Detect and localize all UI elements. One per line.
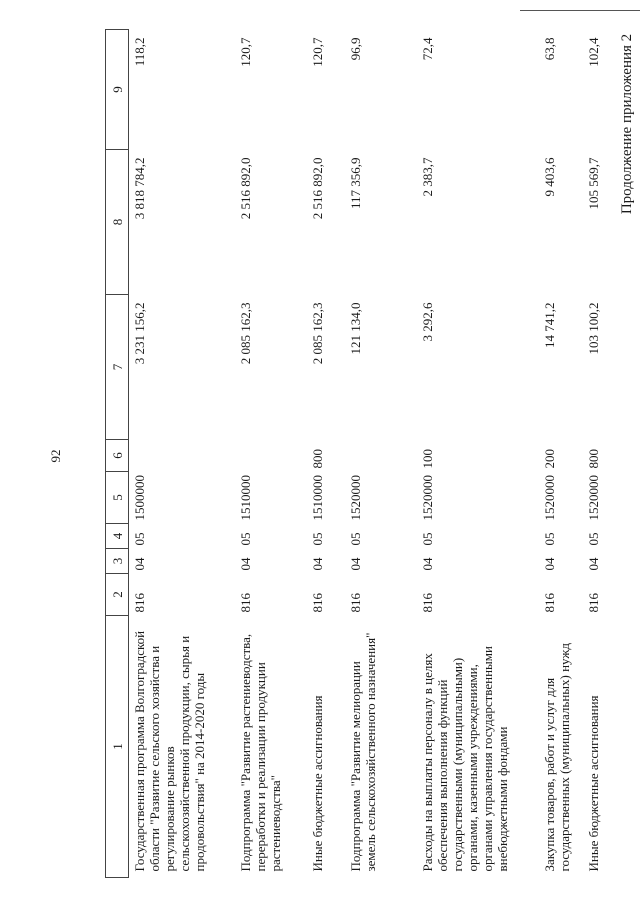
- cell-c5: 1510000: [309, 475, 325, 521]
- cell-c4: 05: [237, 532, 253, 546]
- row-name: Иные бюджетные ассигнования: [585, 695, 601, 872]
- cell-c8: 117 356,9: [347, 157, 363, 210]
- header-cell: 1: [106, 616, 129, 878]
- cell-c3: 04: [585, 557, 601, 571]
- cell-c6: 800: [309, 449, 325, 469]
- cell-c6: 100: [419, 449, 435, 469]
- cell-c5: 1500000: [132, 475, 147, 521]
- header-cell: 6: [106, 440, 129, 472]
- cell-c8: 105 569,7: [585, 157, 601, 210]
- cell-c7: 3 231 156,2: [132, 302, 147, 365]
- table-row: [583, 30, 609, 878]
- cell-c9: 102,4: [585, 37, 601, 67]
- cell-c9: 72,4: [419, 37, 435, 61]
- cell-c6: [235, 440, 307, 472]
- cell-c4: 05: [585, 532, 601, 546]
- cell-c2: 816: [541, 593, 557, 613]
- row-name: Расходы на выплаты персоналу в целях обеспечения выполнения функций государственными (муниципальными) органами, казенными учреждениями, органами управления государственными внебюджетными фондами: [419, 646, 510, 872]
- cell-c7: 103 100,2: [585, 302, 601, 355]
- cell-c2: 816: [132, 593, 147, 613]
- cell-c7: 3 292,6: [419, 302, 435, 342]
- cell-c2: 816: [419, 593, 435, 613]
- cell-c9: 120,7: [237, 37, 253, 67]
- cell-c3: 04: [419, 557, 435, 571]
- table-row: [235, 30, 307, 878]
- cell-c2: 816: [309, 593, 325, 613]
- cell-c6: 800: [585, 449, 601, 469]
- cell-c7: 121 134,0: [347, 302, 363, 355]
- header-row: [106, 30, 129, 878]
- cell-c6: [345, 440, 417, 472]
- cell-c8: 2 516 892,0: [309, 157, 325, 220]
- table-row: [129, 30, 235, 878]
- cell-c9: 63,8: [541, 37, 557, 61]
- cell-c3: 04: [309, 557, 325, 571]
- cell-c9: 120,7: [309, 37, 325, 67]
- table-row: [307, 30, 345, 878]
- row-name: Подпрограмма "Развитие мелиорации земель сельскохозяйственного назначения": [347, 632, 378, 872]
- header-cell: 3: [106, 549, 129, 574]
- cell-c8: 2 383,7: [419, 157, 435, 197]
- cell-c5: 1520000: [419, 475, 435, 521]
- cell-c2: 816: [585, 593, 601, 613]
- table-row: [539, 30, 583, 878]
- row-name: Закупка товаров, работ и услуг для государственных (муниципальных) нужд: [541, 643, 572, 872]
- row-name: Иные бюджетные ассигнования: [309, 695, 325, 872]
- header-cell: 4: [106, 524, 129, 549]
- cell-c3: 04: [347, 557, 363, 571]
- budget-table: [105, 29, 609, 878]
- cell-c7: 2 085 162,3: [237, 302, 253, 365]
- cell-c3: 04: [132, 557, 147, 571]
- cell-c8: 9 403,6: [541, 157, 557, 197]
- cell-c3: 04: [541, 557, 557, 571]
- header-cell: 9: [106, 30, 129, 150]
- cell-c5: 1520000: [585, 475, 601, 521]
- cell-c7: 2 085 162,3: [309, 302, 325, 365]
- cell-c2: 816: [347, 593, 363, 613]
- cell-c7: 14 741,2: [541, 302, 557, 348]
- cell-c5: 1520000: [347, 475, 363, 521]
- cell-c2: 816: [237, 593, 253, 613]
- header-cell: 7: [106, 295, 129, 440]
- cell-c4: 05: [347, 532, 363, 546]
- cell-c5: 1520000: [541, 475, 557, 521]
- cell-c4: 05: [132, 532, 147, 546]
- top-rule: [520, 10, 640, 11]
- cell-c4: 05: [419, 532, 435, 546]
- continuation-label: Продолжение приложения 2: [619, 33, 635, 215]
- rotated-table-frame: [105, 30, 615, 878]
- cell-c6: 200: [541, 449, 557, 469]
- cell-c3: 04: [237, 557, 253, 571]
- cell-c4: 05: [309, 532, 325, 546]
- cell-c8: 2 516 892,0: [237, 157, 253, 220]
- table-row: [345, 30, 417, 878]
- table-row: [417, 30, 539, 878]
- cell-c9: 96,9: [347, 37, 363, 61]
- row-name: Государственная программа Волгоградской области "Развитие сельского хозяйства и регулирование рынков сельскохозяйственной продукции, сырья и продовольствия" на 2014-2020 годы: [132, 630, 207, 872]
- header-cell: 2: [106, 574, 129, 616]
- cell-c6: [129, 440, 235, 472]
- row-name: Подпрограмма "Развитие растениеводства, переработки и реализации продукции растениеводства": [237, 633, 283, 872]
- header-cell: 8: [106, 150, 129, 295]
- cell-c8: 3 818 784,2: [132, 157, 147, 220]
- cell-c9: 118,2: [132, 37, 147, 67]
- table-container: [105, 30, 615, 878]
- cell-c5: 1510000: [237, 475, 253, 521]
- page-number: 92: [48, 449, 63, 463]
- cell-c4: 05: [541, 532, 557, 546]
- header-cell: 5: [106, 472, 129, 524]
